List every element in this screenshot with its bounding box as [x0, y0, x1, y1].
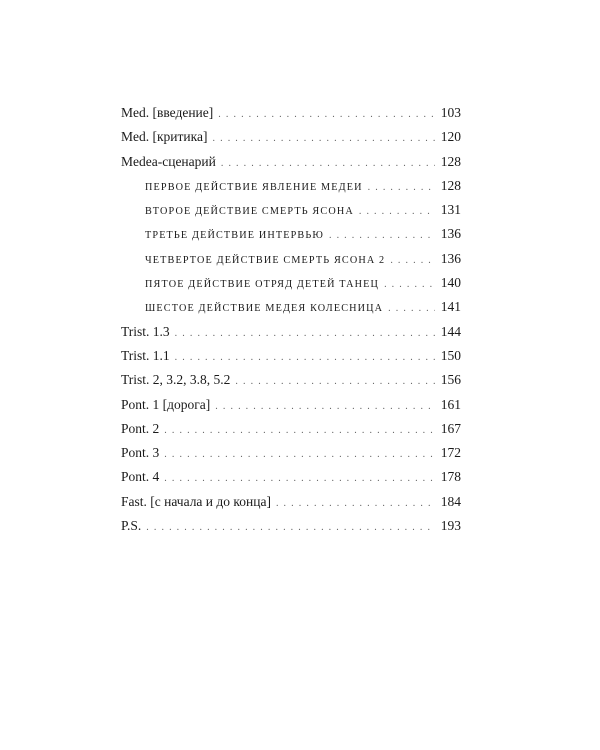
- toc-entry-trist-multi[interactable]: [121, 368, 461, 392]
- toc-entry-trist-1-1[interactable]: [121, 344, 461, 368]
- dot-leader: [359, 200, 435, 224]
- toc-subentry-title: ВТОРОЕ ДЕЙСТВИЕ СМЕРТЬ ЯСОНА: [145, 206, 354, 218]
- dot-leader: [221, 152, 435, 176]
- toc-entry-page: 172: [440, 445, 461, 461]
- toc-entry-page: 144: [440, 323, 461, 339]
- toc-subentry-title: ШЕСТОЕ ДЕЙСТВИЕ МЕДЕЯ КОЛЕСНИЦА: [145, 303, 384, 315]
- toc-subentry-title: ПЯТОЕ ДЕЙСТВИЕ ОТРЯД ДЕТЕЙ ТАНЕЦ: [145, 279, 380, 291]
- toc-entry-med-critique[interactable]: [121, 125, 461, 149]
- toc-entry-page: 184: [440, 493, 461, 509]
- toc-subentry-title: ПЕРВОЕ ДЕЙСТВИЕ ЯВЛЕНИЕ МЕДЕИ: [145, 181, 363, 193]
- toc-entry-page: 120: [440, 129, 461, 145]
- dot-leader: [164, 419, 434, 443]
- toc-subentry-page: 141: [440, 299, 461, 315]
- toc-entry-page: 161: [440, 396, 461, 412]
- toc-entry-title: P.S.: [121, 518, 142, 534]
- toc-entry-title: Trist. 1.1: [121, 347, 170, 363]
- toc-entry-page: 128: [440, 153, 461, 169]
- toc-subentry-title: ТРЕТЬЕ ДЕЙСТВИЕ ИНТЕРВЬЮ: [145, 230, 324, 242]
- dot-leader: [164, 467, 434, 491]
- toc-subentry-act-6[interactable]: [121, 295, 461, 319]
- toc-entry-pont-4[interactable]: [121, 465, 461, 489]
- dot-leader: [146, 516, 434, 540]
- toc-entry-page: 193: [440, 518, 461, 534]
- toc-entry-page: 178: [440, 469, 461, 485]
- toc-entry-med-intro[interactable]: [121, 101, 461, 125]
- toc-entry-title: Pont. 2: [121, 420, 160, 436]
- toc-entry-trist-1-3[interactable]: [121, 320, 461, 344]
- dot-leader: [368, 176, 435, 200]
- table-of-contents: [121, 101, 461, 538]
- dot-leader: [164, 443, 434, 467]
- toc-entry-title: Med. [критика]: [121, 129, 208, 145]
- toc-entry-ps[interactable]: [121, 514, 461, 538]
- toc-subentry-page: 128: [440, 177, 461, 193]
- toc-subentry-title: ЧЕТВЕРТОЕ ДЕЙСТВИЕ СМЕРТЬ ЯСОНА 2: [145, 254, 386, 266]
- toc-subentry-act-2[interactable]: [121, 198, 461, 222]
- toc-subentry-act-1[interactable]: [121, 174, 461, 198]
- toc-entry-title: Med. [введение]: [121, 105, 214, 120]
- toc-entry-page: 167: [440, 420, 461, 436]
- toc-subentry-page: 136: [440, 250, 461, 266]
- toc-entry-pont-2[interactable]: [121, 417, 461, 441]
- dot-leader: [384, 273, 435, 297]
- toc-entry-title: Trist. 2, 3.2, 3.8, 5.2: [121, 372, 231, 388]
- dot-leader: [213, 127, 435, 151]
- toc-entry-pont-1[interactable]: [121, 393, 461, 417]
- dot-leader: [390, 249, 434, 273]
- toc-subentry-act-4[interactable]: [121, 247, 461, 271]
- dot-leader: [215, 395, 434, 419]
- toc-entry-page: 156: [440, 372, 461, 388]
- toc-subentry-act-5[interactable]: [121, 271, 461, 295]
- toc-entry-medea-script[interactable]: [121, 150, 461, 174]
- toc-entry-page: 103: [440, 105, 461, 120]
- toc-subentry-page: 140: [440, 275, 461, 291]
- toc-entry-pont-3[interactable]: [121, 441, 461, 465]
- toc-entry-fast[interactable]: [121, 490, 461, 514]
- toc-entry-title: Pont. 3: [121, 445, 160, 461]
- dot-leader: [218, 103, 434, 127]
- toc-entry-title: Trist. 1.3: [121, 323, 170, 339]
- toc-entry-title: Fast. [с начала и до конца]: [121, 493, 271, 509]
- toc-entry-page: 150: [440, 347, 461, 363]
- toc-subentry-page: 131: [440, 202, 461, 218]
- dot-leader: [276, 492, 435, 516]
- dot-leader: [235, 370, 434, 394]
- toc-entry-title: Pont. 4: [121, 469, 160, 485]
- toc-entry-title: Pont. 1 [дорога]: [121, 396, 211, 412]
- dot-leader: [175, 322, 435, 346]
- toc-entry-title: Medea-сценарий: [121, 153, 216, 169]
- dot-leader: [388, 297, 435, 321]
- dot-leader: [329, 224, 435, 248]
- toc-subentry-page: 136: [440, 226, 461, 242]
- dot-leader: [175, 346, 435, 370]
- toc-subentry-act-3[interactable]: [121, 222, 461, 246]
